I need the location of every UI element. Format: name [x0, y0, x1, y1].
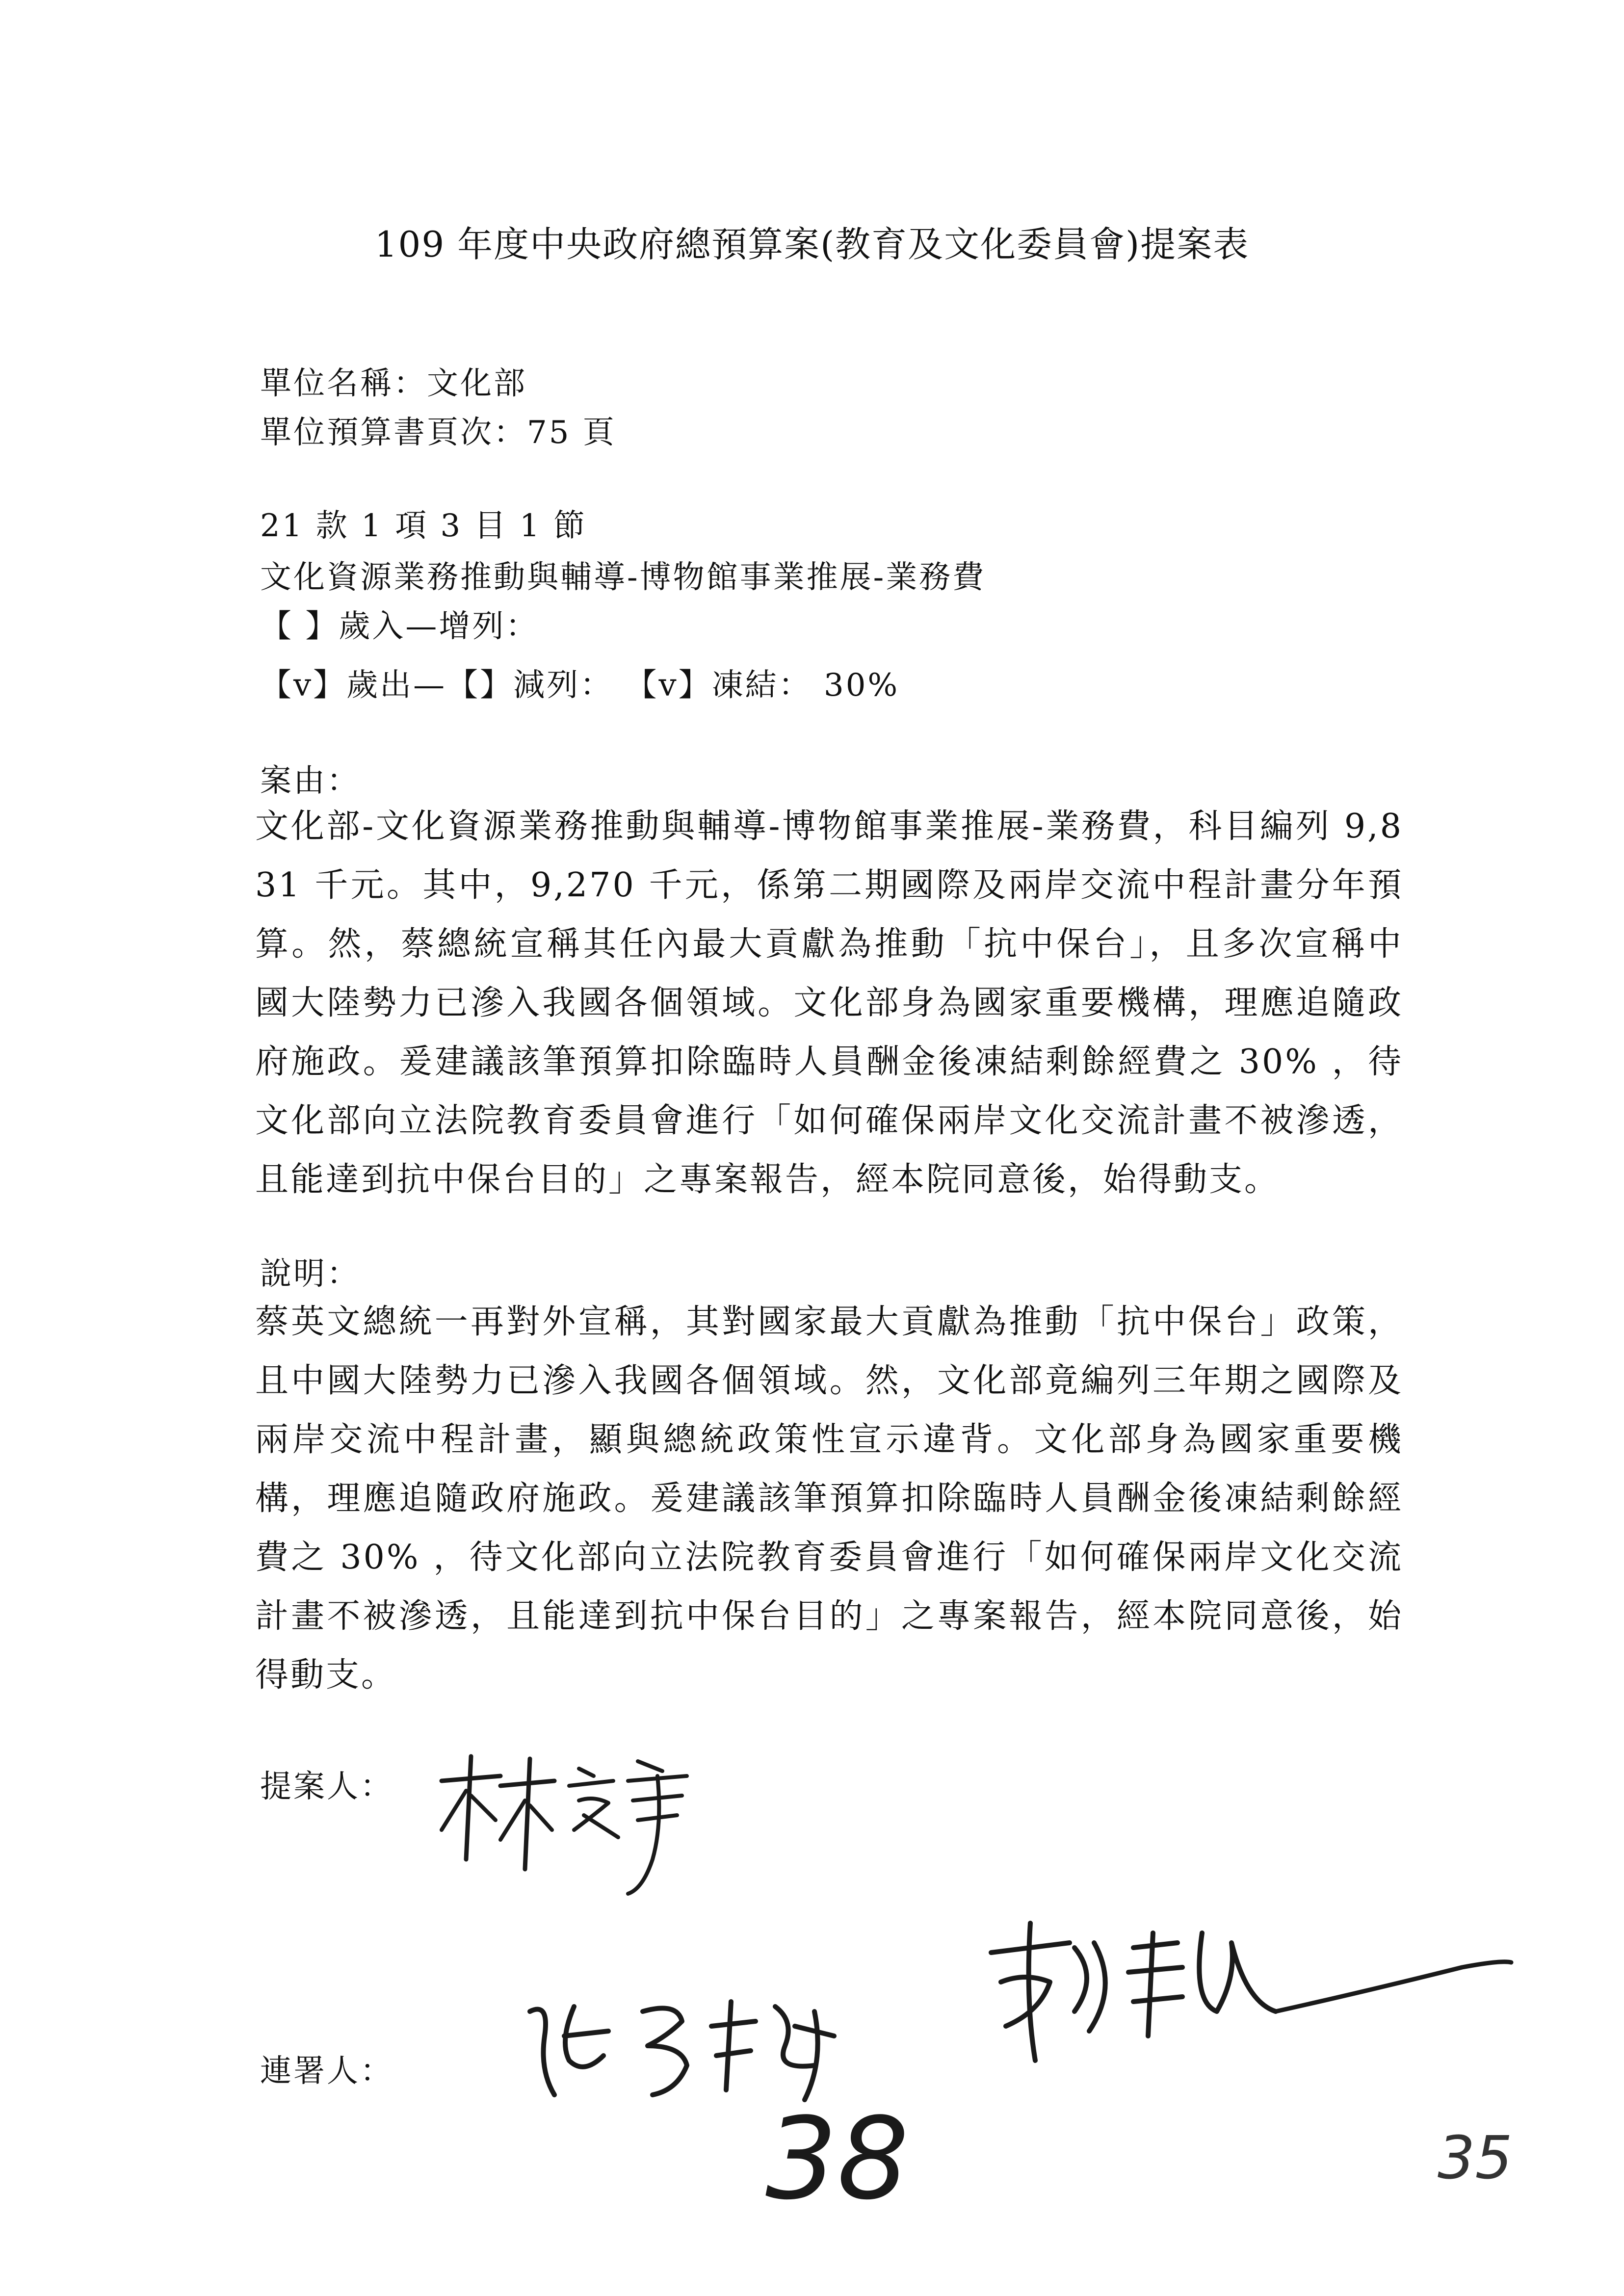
proposer-signature	[432, 1747, 707, 1894]
program-name: 文化資源業務推動與輔導-博物館事業推展-業務費	[260, 559, 986, 596]
explanation-text: 蔡英文總統一再對外宣稱，其對國家最大貢獻為推動「抗中保台」政策，且中國大陸勢力已滲入我國各個領域。然，文化部竟編列三年期之國際及兩岸交流中程計畫，顯與總統政策性宣示違背。文化部身為國家重要機構，理應追隨政府施政。爰建議該筆預算扣除臨時人員酬金後凍結剩餘經費之 30% ，待文化部向立法院教育委員會進行「如何確保兩岸文化交流計畫不被滲透，且能達到抗中保台目的」之專案報告，經本院同意後，始得動支。	[255, 1303, 1403, 1695]
handwritten-page-number-small	[1438, 2124, 1536, 2193]
unit-name: 單位名稱：文化部	[260, 365, 527, 402]
document-title: 109 年度中央政府總預算案(教育及文化委員會)提案表	[374, 224, 1250, 265]
svg-text:35: 35	[1438, 2124, 1513, 2192]
cosigner-label: 連署人：	[260, 2053, 393, 2089]
handwritten-page-number-large	[765, 2094, 927, 2225]
revenue-line: 【 】歲入—增列：	[260, 608, 539, 645]
reason-text: 文化部-文化資源業務推動與輔導-博物館事業推展-業務費，科目編列 9,831 千元。其中，9,270 千元，係第二期國際及兩岸交流中程計畫分年預算。然，蔡總統宣稱其任內最大貢獻為推動「抗中保台」，且多次宣稱中國大陸勢力已滲入我國各個領域。文化部身為國家重要機構，理應追隨政府施政。爰建議該筆預算扣除臨時人員酬金後凍結剩餘經費之 30% ，待文化部向立法院教育委員會進行「如何確保兩岸文化交流計畫不被滲透，且能達到抗中保台目的」之專案報告，經本院同意後，始得動支。	[255, 807, 1403, 1199]
cosigner-signature-1	[520, 1982, 864, 2110]
reason-heading: 案由：	[260, 763, 360, 799]
cosigner-signature-2	[971, 1913, 1516, 2075]
proposer-label: 提案人：	[260, 1769, 393, 1805]
expenditure-line: 【v】歲出—【】減列： 【v】凍結： 30%	[260, 667, 900, 704]
explanation-heading: 說明：	[260, 1256, 360, 1292]
budget-section: 21 款 1 項 3 目 1 節	[260, 508, 587, 544]
budget-page: 單位預算書頁次：75 頁	[260, 415, 616, 451]
svg-text:38: 38	[765, 2094, 909, 2225]
